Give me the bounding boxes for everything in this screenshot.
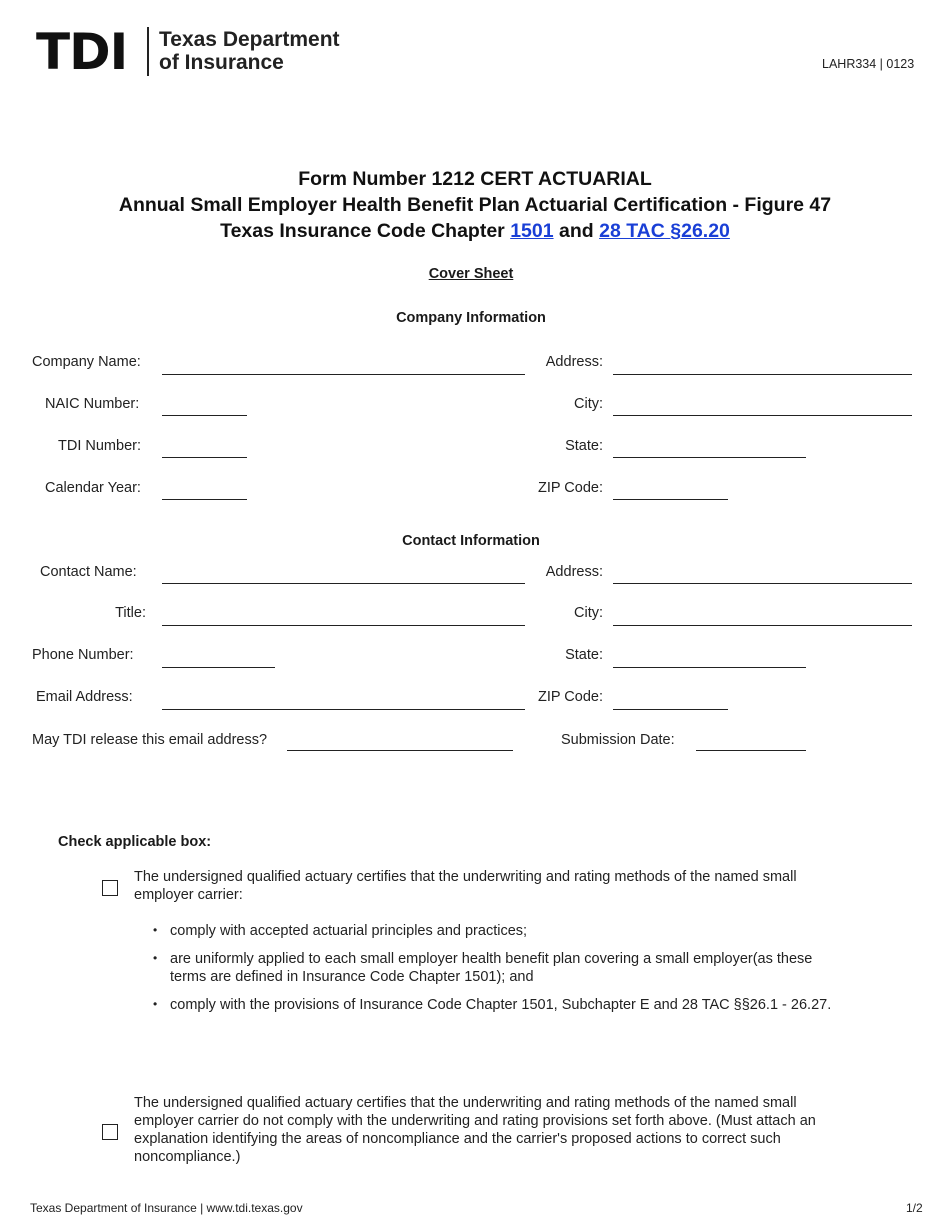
noncomply-statement-line: noncompliance.) [134,1149,241,1165]
form-full-title: Annual Small Employer Health Benefit Plan Actuarial Certification - Figure 47 [118,194,832,216]
check-applicable-heading: Check applicable box: [58,834,212,850]
contact-address-label: Address: [545,564,603,580]
chapter-1501-link[interactable]: 1501 [510,220,554,242]
cover-sheet-heading: Cover Sheet [428,266,514,282]
bullet-item [170,950,812,986]
bullet-item-line: are uniformly applied to each small employer health benefit plan covering a small employer(as these [170,951,813,967]
naic-number-label: NAIC Number: [45,396,140,412]
noncomply-statement-line: employer carrier do not comply with the underwriting and rating provisions set forth above. (Must attach an [134,1113,816,1129]
company-city-field[interactable] [613,415,912,416]
company-state-label: State: [565,438,603,454]
logo-line-1: Texas Department [159,28,340,51]
company-address-field[interactable] [613,374,912,375]
company-address-label: Address: [545,354,603,370]
noncomply-statement [134,1094,816,1166]
page-number: 1/2 [906,1201,923,1215]
statute-and: and [559,220,594,242]
company-zip-label: ZIP Code: [537,480,603,496]
company-state-field[interactable] [613,457,806,458]
tdi-logo-mark: TDI [36,23,128,81]
tdi-logo-text [159,28,340,74]
naic-number-field[interactable] [162,415,247,416]
contact-zip-field[interactable] [613,709,728,710]
bullet-item-line: terms are defined in Insurance Code Chapter 1501); and [170,969,534,985]
submission-date-label: Submission Date: [561,732,675,748]
comply-statement-line: employer carrier: [134,887,243,903]
logo-divider [147,27,149,76]
email-address-field[interactable] [162,709,525,710]
comply-statement [134,868,797,904]
form-code: LAHR334 | 0123 [822,57,915,71]
bullet-dot: • [153,997,158,1011]
company-city-label: City: [574,396,603,412]
bullet-dot: • [153,951,158,965]
contact-name-field[interactable] [162,583,525,584]
contact-city-field[interactable] [613,625,912,626]
statute-line [0,218,950,244]
contact-state-label: State: [565,647,603,663]
email-release-field[interactable] [287,750,513,751]
company-zip-field[interactable] [613,499,728,500]
tdi-number-field[interactable] [162,457,247,458]
contact-title-field[interactable] [162,625,525,626]
comply-checkbox[interactable] [102,880,118,896]
comply-statement-line: The undersigned qualified actuary certifies that the underwriting and rating methods of the named small [134,869,797,885]
noncomply-checkbox[interactable] [102,1124,118,1140]
noncomply-statement-line: The undersigned qualified actuary certifies that the underwriting and rating methods of the named small [134,1095,797,1111]
tac-26-20-link[interactable]: 28 TAC §26.20 [599,220,730,242]
calendar-year-label: Calendar Year: [45,480,141,496]
footer-agency: Texas Department of Insurance | www.tdi.texas.gov [30,1201,303,1215]
contact-city-label: City: [574,605,603,621]
company-name-field[interactable] [162,374,525,375]
bullet-item: comply with accepted actuarial principles and practices; [170,923,528,939]
statute-prefix: Texas Insurance Code Chapter [220,220,505,242]
contact-info-heading: Contact Information [402,533,540,549]
email-address-label: Email Address: [36,689,133,705]
noncomply-statement-line: explanation identifying the areas of noncompliance and the carrier's proposed actions to correct such [134,1131,781,1147]
tdi-number-label: TDI Number: [58,438,141,454]
contact-state-field[interactable] [613,667,806,668]
contact-address-field[interactable] [613,583,912,584]
company-name-label: Company Name: [32,354,141,370]
phone-number-label: Phone Number: [32,647,134,663]
calendar-year-field[interactable] [162,499,247,500]
logo-line-2: of Insurance [159,51,284,74]
email-release-label: May TDI release this email address? [32,732,268,748]
company-info-heading: Company Information [396,310,546,326]
bullet-dot: • [153,923,158,937]
bullet-item: comply with the provisions of Insurance Code Chapter 1501, Subchapter E and 28 TAC §§26.1 - 26.27. [170,997,832,1013]
contact-name-label: Contact Name: [40,564,137,580]
contact-title-label: Title: [115,605,146,621]
form-number-title: Form Number 1212 CERT ACTUARIAL [298,168,652,190]
phone-number-field[interactable] [162,667,275,668]
contact-zip-label: ZIP Code: [537,689,603,705]
submission-date-field[interactable] [696,750,806,751]
